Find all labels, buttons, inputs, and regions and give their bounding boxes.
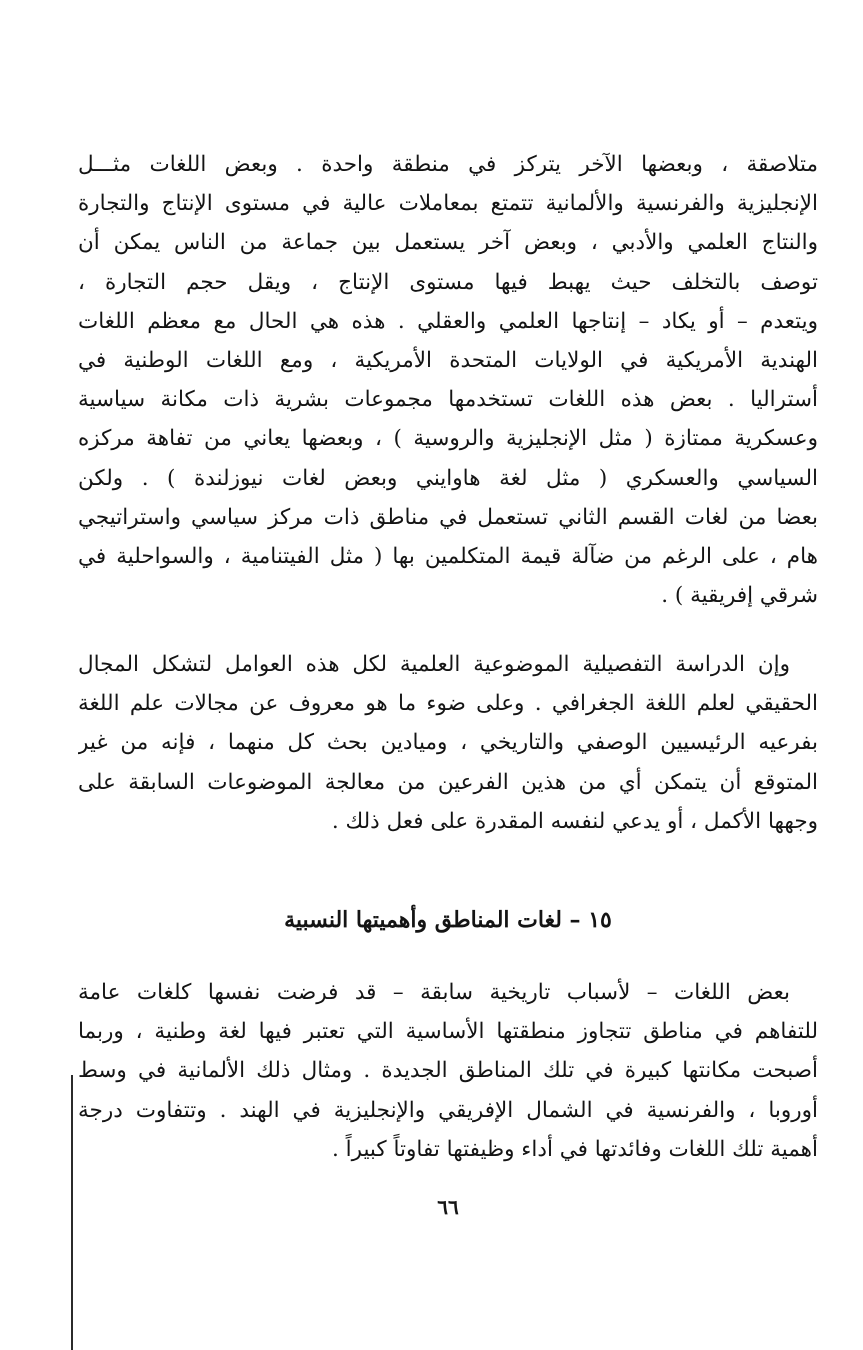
page-number: ٦٦	[437, 1195, 459, 1219]
text-line: أستراليا . بعض هذه اللغات تستخدمها مجموعات بشرية ذات مكانة سياسية	[78, 387, 818, 413]
section-heading: ١٥ – لغات المناطق وأهميتها النسبية	[284, 907, 612, 933]
text-line: أوروبا ، والفرنسية في الشمال الإفريقي والإنجليزية في الهند . وتتفاوت درجة	[78, 1097, 818, 1123]
text-line: للتفاهم في مناطق تتجاوز منطقتها الأساسية التي تعتبر فيها لغة وطنية ، وربما	[78, 1019, 818, 1045]
paragraph-2	[78, 645, 818, 841]
text-line: بعض اللغات – لأسباب تاريخية سابقة – قد فرضت نفسها كلغات عامة	[78, 980, 790, 1005]
text-line: أهمية تلك اللغات وفائدتها في أداء وظيفتها تفاوتاً كبيراً .	[331, 1136, 818, 1162]
scan-margin-line	[71, 1075, 73, 1350]
text-line: السياسي والعسكري ( مثل لغة هاوايني وبعض لغات نيوزلندة ) . ولكن	[78, 465, 818, 491]
text-line: وإن الدراسة التفصيلية الموضوعية العلمية لكل هذه العوامل لتشكل المجال	[78, 652, 790, 677]
text-line: بعضا من لغات القسم الثاني تستعمل في مناطق ذات مركز سياسي واستراتيجي	[78, 504, 818, 530]
text-line: بفرعيه الرئيسيين الوصفي والتاريخي ، وميادين بحث كل منهما ، فإنه من غير	[78, 730, 818, 756]
text-line: الحقيقي لعلم اللغة الجغرافي . وعلى ضوء ما هو معروف عن مجالات علم اللغة	[78, 691, 818, 717]
paragraph-1	[78, 145, 818, 615]
text-line: والنتاج العلمي والأدبي ، وبعض آخر يستعمل بين جماعة من الناس يمكن أن	[78, 230, 818, 256]
text-line: أصبحت مكانتها كبيرة في تلك المناطق الجديدة . ومثال ذلك الألمانية في وسط	[78, 1058, 818, 1084]
text-line: توصف بالتخلف حيث يهبط فيها مستوى الإنتاج ، ويقل حجم التجارة ،	[78, 269, 818, 295]
text-line: متلاصقة ، وبعضها الآخر يتركز في منطقة واحدة . وبعض اللغات مثـــل	[78, 152, 818, 177]
text-line: ويتعدم – أو يكاد – إنتاجها العلمي والعقلي . هذه هي الحال مع معظم اللغات	[78, 308, 818, 334]
text-line: هام ، على الرغم من ضآلة قيمة المتكلمين بها ( مثل الفيتنامية ، والسواحلية في	[78, 543, 818, 569]
text-line: وعسكرية ممتازة ( مثل الإنجليزية والروسية ) ، وبعضها يعاني من تفاهة مركزه	[78, 426, 818, 452]
text-line: الإنجليزية والفرنسية والألمانية تتمتع بمعاملات عالية في مستوى الإنتاج والتجارة	[78, 191, 818, 217]
text-line: وجهها الأكمل ، أو يدعي لنفسه المقدرة على فعل ذلك .	[331, 808, 818, 834]
paragraph-3	[78, 973, 818, 1169]
text-line: شرقي إفريقية ) .	[661, 583, 818, 609]
text-line: الهندية الأمريكية في الولايات المتحدة الأمريكية ، ومع اللغات الوطنية في	[78, 347, 818, 373]
text-line: المتوقع أن يتمكن أي من هذين الفرعين من معالجة الموضوعات السابقة على	[78, 769, 818, 795]
